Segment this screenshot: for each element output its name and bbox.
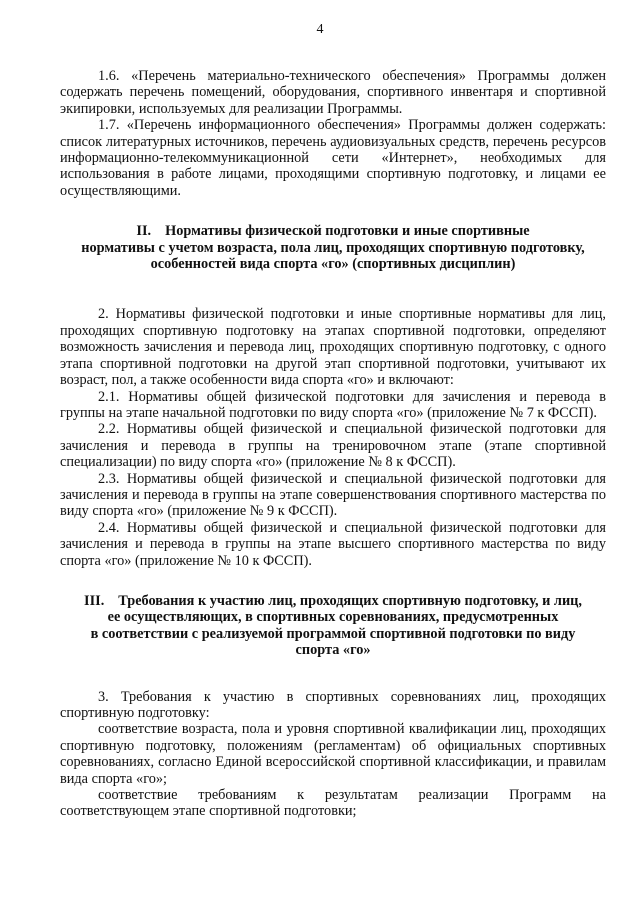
paragraph-2: 2. Нормативы физической подготовки и иные спортивные нормативы для лиц, проходящих спортивную подготовку на этапах спортивной подготовки, определяют возможность зачисления и перевода лиц, проходящих спортивную подготовку, с одного этапа спортивной подготовки на другой этап спортивной подготовки, учитывают их возраст, пол, а также особенности вида спорта «го» и включают:	[60, 306, 606, 389]
section-heading-line: в соответствии с реализуемой программой спортивной подготовки по виду	[90, 625, 576, 642]
paragraph-3-item-1: соответствие возраста, пола и уровня спортивной квалификации лиц, проходящих спортивную подготовку, положениям (регламентам) об официальных спортивных соревнованиях, согласно Единой всероссийской спортивной классификации, и правилам вида спорта «го»;	[60, 721, 606, 787]
section-number: III.	[84, 592, 105, 609]
section-heading-line: Требования к участию лиц, проходящих спортивную подготовку, и лиц,	[118, 592, 582, 609]
paragraph-2-1: 2.1. Нормативы общей физической подготовки для зачисления и перевода в группы на этапе начальной подготовки по виду спорта «го» (приложение № 7 к ФССП).	[60, 388, 606, 421]
section-heading-line: ее осуществляющих, в спортивных соревнованиях, предусмотренных	[107, 609, 559, 626]
paragraph-2-2: 2.2. Нормативы общей физической и специальной физической подготовки для зачисления и перевода в группы на тренировочном этапе (этапе спортивной специализации) по виду спорта «го» (приложение № 8 к ФССП).	[60, 421, 606, 471]
paragraph-2-4: 2.4. Нормативы общей физической и специальной физической подготовки для зачисления и перевода в группы на этапе высшего спортивного мастерства по виду спорта «го» (приложение № 10 к ФССП).	[60, 519, 606, 569]
page-number: 4	[316, 22, 324, 37]
paragraph-1-7: 1.7. «Перечень информационного обеспечения» Программы должен содержать: список литературных источников, перечень аудиовизуальных средств, перечень ресурсов информационно-телекоммуникационной сети «Интернет», необходимых для использования в работе лицами, проходящими спортивную подготовку, и лицами ее осуществляющими.	[60, 117, 606, 199]
section-heading-3	[60, 593, 606, 659]
section-heading-2	[60, 223, 606, 272]
paragraph-2-3: 2.3. Нормативы общей физической и специальной физической подготовки для зачисления и перевода в группы на этапе совершенствования спортивного мастерства по виду спорта «го» (приложение № 9 к ФССП).	[60, 470, 606, 520]
section-heading-line: нормативы с учетом возраста, пола лиц, проходящих спортивную подготовку,	[81, 239, 585, 256]
section-heading-line: особенностей вида спорта «го» (спортивных дисциплин)	[150, 256, 516, 273]
document-body	[60, 68, 606, 820]
section-number: II.	[136, 223, 152, 240]
section-heading-line: Нормативы физической подготовки и иные спортивные	[165, 223, 530, 240]
paragraph-1-6: 1.6. «Перечень материально-технического обеспечения» Программы должен содержать перечень помещений, оборудования, спортивного инвентаря и спортивной экипировки, используемых для реализации Программы.	[60, 68, 606, 117]
section-heading-line: спорта «го»	[295, 642, 371, 659]
paragraph-3: 3. Требования к участию в спортивных соревнованиях лиц, проходящих спортивную подготовку:	[60, 688, 606, 721]
paragraph-3-item-2: соответствие требованиям к результатам реализации Программ на соответствующем этапе спортивной подготовки;	[60, 787, 606, 820]
